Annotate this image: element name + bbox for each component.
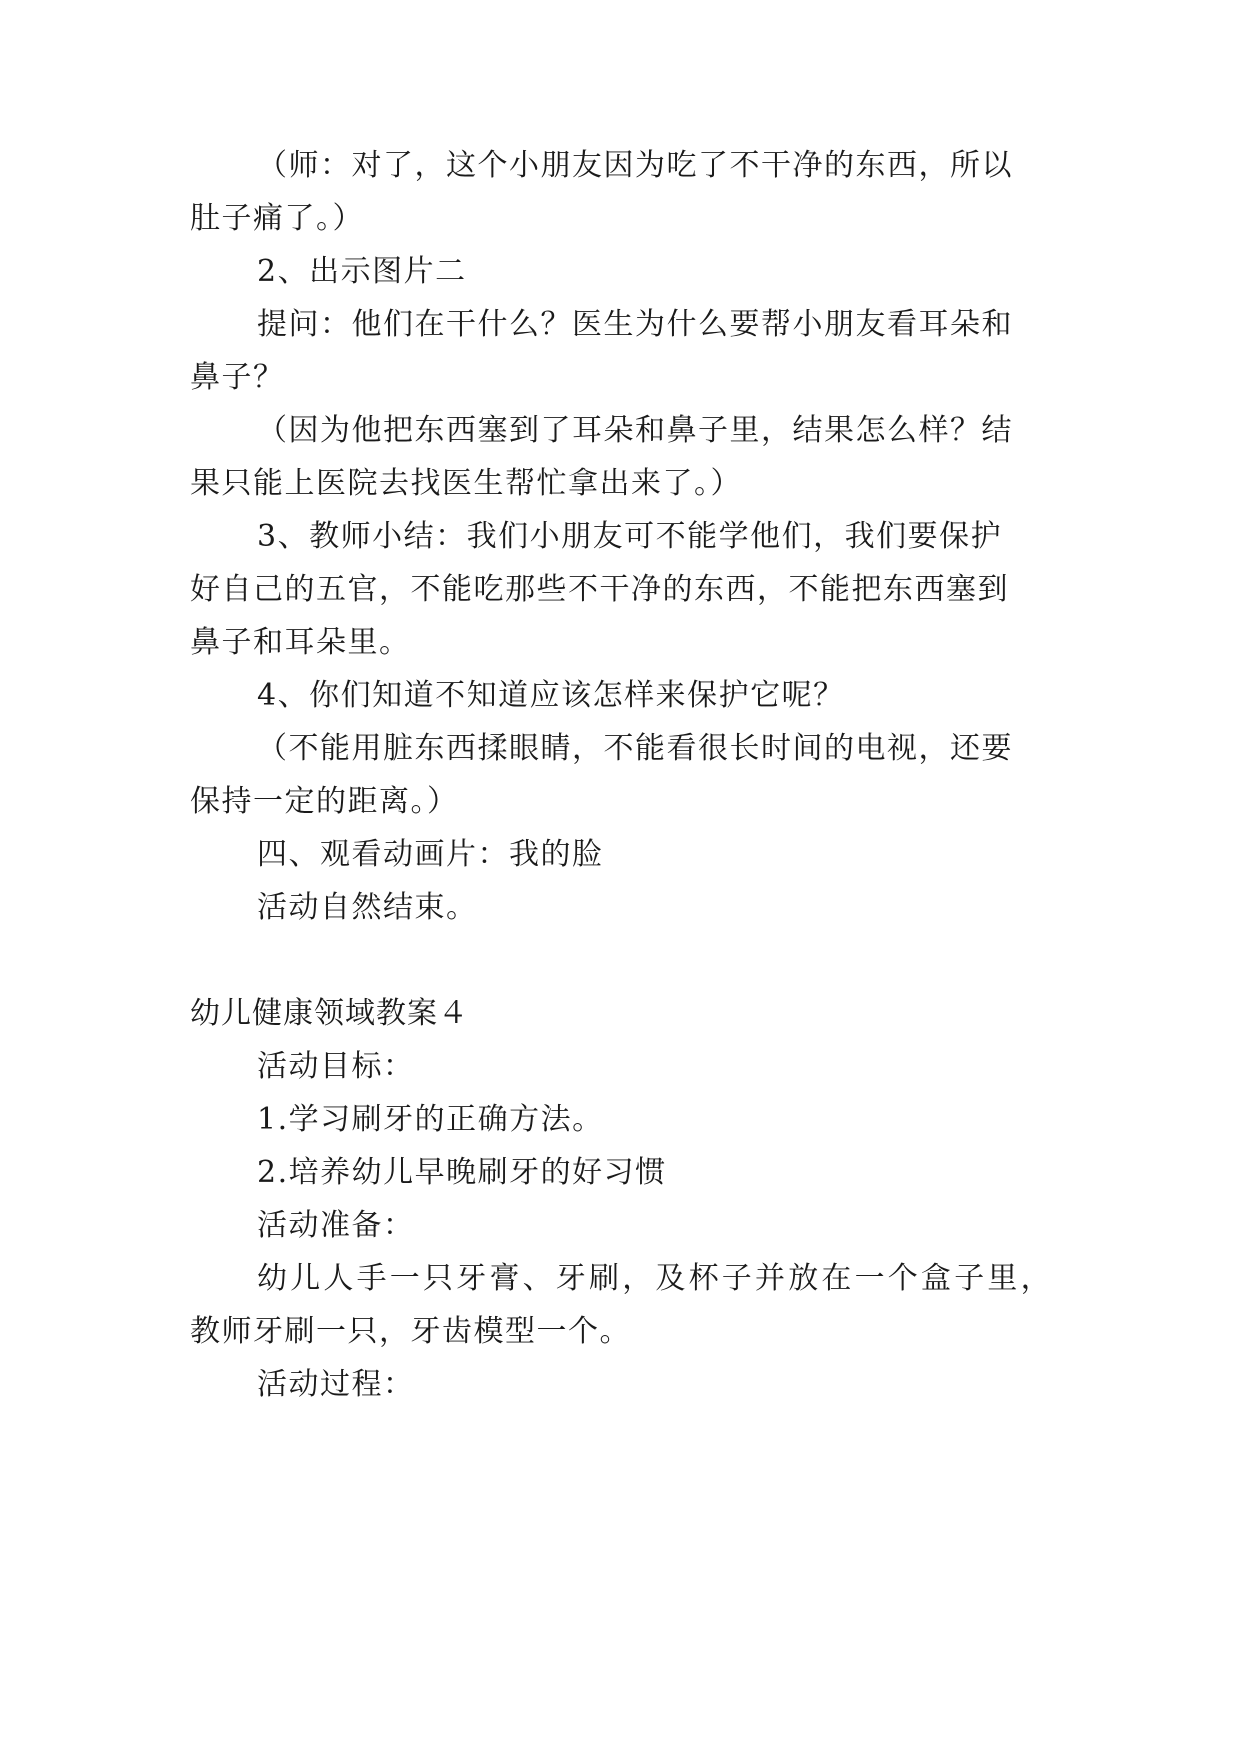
paragraph-line: 保持一定的距离。） bbox=[190, 784, 459, 819]
paragraph-line: 好自己的五官，不能吃那些不干净的东西，不能把东西塞到 bbox=[190, 572, 1009, 607]
paragraph-line: 果只能上医院去找医生帮忙拿出来了。） bbox=[190, 466, 742, 501]
paragraph-line: （师：对了，这个小朋友因为吃了不干净的东西，所以 bbox=[257, 148, 1013, 183]
paragraph-line: 4、你们知道不知道应该怎样来保护它呢？ bbox=[257, 678, 845, 713]
document-title: 幼儿健康领域教案４ bbox=[190, 996, 469, 1031]
list-item: 1.学习刷牙的正确方法。 bbox=[257, 1102, 604, 1137]
list-item: 2.培养幼儿早晚刷牙的好习惯 bbox=[257, 1155, 667, 1190]
paragraph-line: 提问：他们在干什么？医生为什么要帮小朋友看耳朵和 bbox=[257, 307, 1013, 342]
paragraph-line: 活动自然结束。 bbox=[257, 890, 478, 925]
section-heading: 活动目标： bbox=[257, 1049, 415, 1084]
section-heading: 四、观看动画片：我的脸 bbox=[257, 837, 604, 872]
paragraph-line: 3、教师小结：我们小朋友可不能学他们，我们要保护 bbox=[257, 519, 1003, 554]
section-heading: 活动准备： bbox=[257, 1208, 415, 1243]
paragraph-line: 2、出示图片二 bbox=[257, 254, 467, 289]
paragraph-line: 鼻子？ bbox=[190, 360, 285, 395]
paragraph-line: 教师牙刷一只，牙齿模型一个。 bbox=[190, 1314, 631, 1349]
paragraph-line: 幼儿人手一只牙膏、牙刷，及杯子并放在一个盒子里， bbox=[257, 1261, 1054, 1296]
paragraph-line: 肚子痛了。） bbox=[190, 201, 364, 236]
paragraph-line: 鼻子和耳朵里。 bbox=[190, 625, 411, 660]
section-heading: 活动过程： bbox=[257, 1367, 415, 1402]
paragraph-line: （不能用脏东西揉眼睛，不能看很长时间的电视，还要 bbox=[257, 731, 1013, 766]
paragraph-line: （因为他把东西塞到了耳朵和鼻子里，结果怎么样？结 bbox=[257, 413, 1013, 448]
